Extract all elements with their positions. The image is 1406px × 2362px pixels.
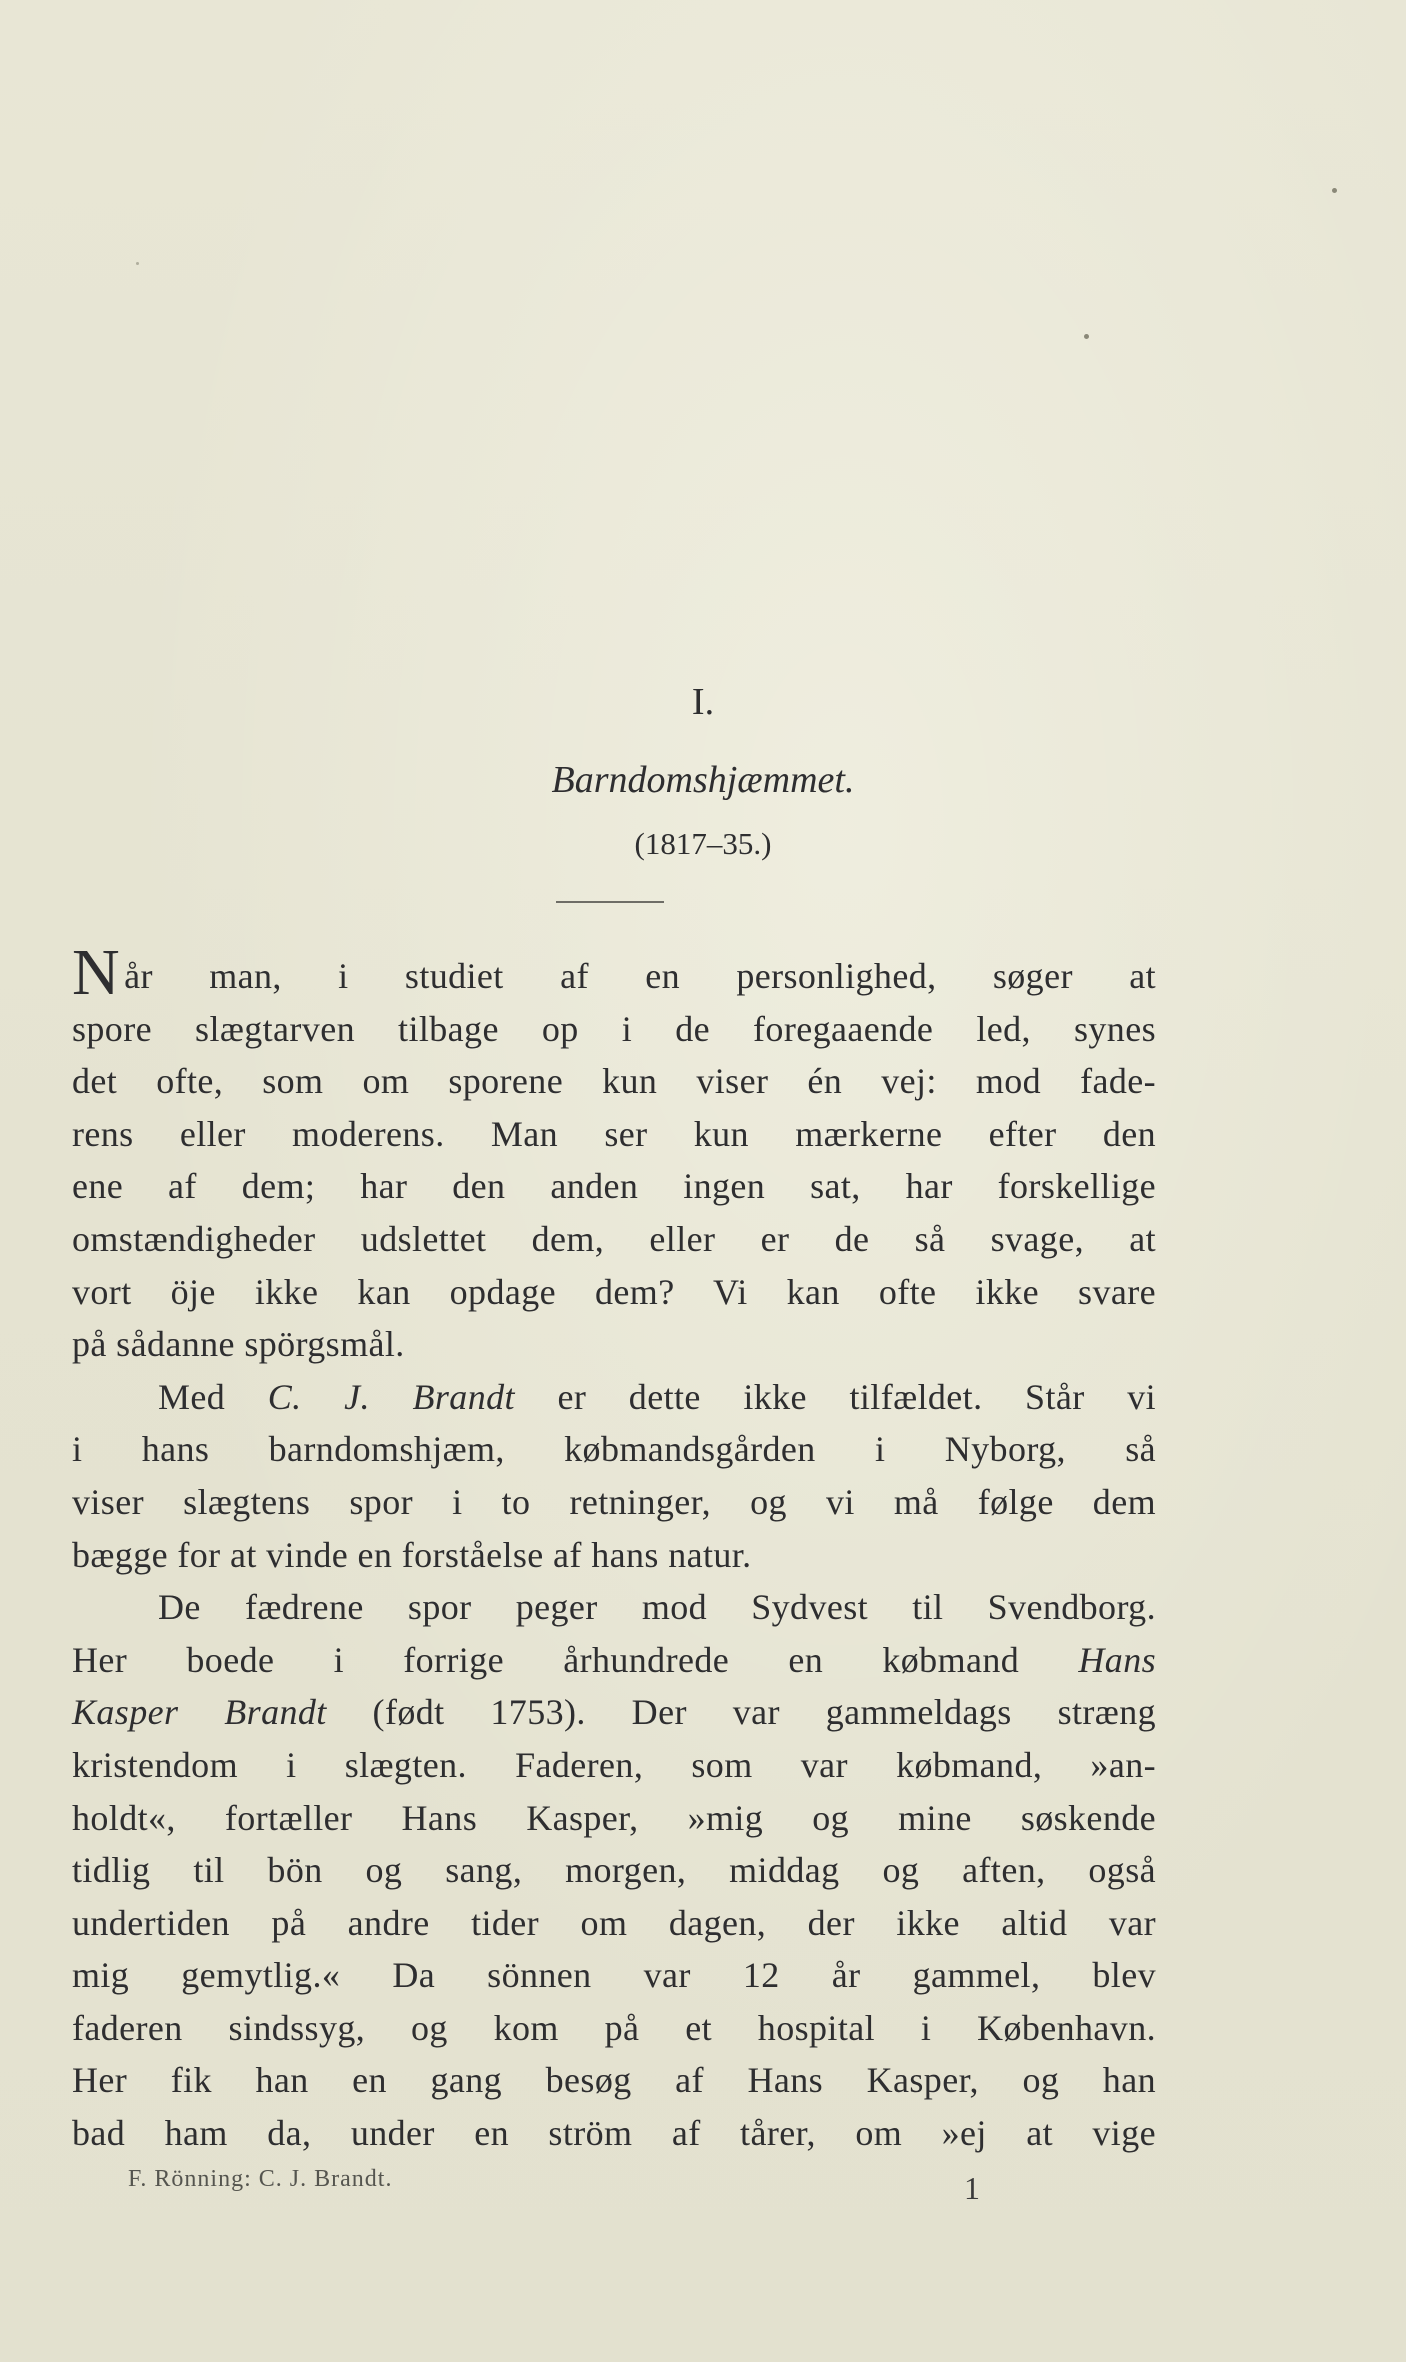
text-line: Med C. J. Brandt er dette ikke tilfældet. Står vi: [158, 1376, 1157, 1417]
text-line: på sådanne spörgsmål.: [72, 1324, 405, 1365]
text-line: det ofte, som om sporene kun viser én vej: mod fade-: [72, 1061, 1156, 1102]
text-line: bad ham da, under en ström af tårer, om »ej at vige: [72, 2113, 1156, 2154]
text-line: omstændigheder udslettet dem, eller er de så svage, at: [72, 1218, 1156, 1259]
text-line: i hans barndomshjæm, købmandsgården i Nyborg, så: [72, 1429, 1156, 1470]
text-line: spore slægtarven tilbage op i de foregaaende led, synes: [72, 1008, 1156, 1049]
drop-cap: N: [72, 936, 121, 1009]
text-line: undertiden på andre tider om dagen, der ikke altid var: [72, 1902, 1156, 1943]
chapter-title: Barndomshjæmmet.: [551, 759, 855, 801]
page-number: 1: [964, 2170, 980, 2206]
footer-signature: F. Rönning: C. J. Brandt.: [128, 2166, 393, 2192]
person-name: Hans: [1078, 1639, 1156, 1680]
text-line: rens eller moderens. Man ser kun mærkerne efter den: [72, 1113, 1156, 1154]
person-name: C. J. Brandt: [267, 1376, 515, 1417]
chapter-years: (1817–35.): [634, 826, 772, 861]
text-line: holdt«, fortæller Hans Kasper, »mig og mine søskende: [72, 1797, 1156, 1838]
text-line: viser slægtens spor i to retninger, og vi må følge dem: [72, 1481, 1156, 1522]
paper-speck: [136, 262, 139, 265]
text-line: mig gemytlig.« Da sönnen var 12 år gammel, blev: [72, 1955, 1156, 1996]
text-line: Når man, i studiet af en personlighed, søger at: [72, 936, 1156, 1009]
person-name: Kasper Brandt: [72, 1692, 327, 1733]
body-text: [72, 936, 1157, 2160]
section-divider: [556, 901, 664, 903]
text-line: Her boede i forrige århundrede en købmand Hans: [72, 1639, 1156, 1680]
text-line: tidlig til bön og sang, morgen, middag og aften, også: [72, 1850, 1156, 1891]
paper-speck: [1332, 188, 1337, 193]
text-line: ene af dem; har den anden ingen sat, har forskellige: [72, 1166, 1156, 1207]
paper-speck: [1084, 334, 1089, 339]
text-line: faderen sindssyg, og kom på et hospital i København.: [72, 2007, 1156, 2048]
text-line: Her fik han en gang besøg af Hans Kasper, og han: [72, 2060, 1156, 2101]
chapter-number: I.: [691, 681, 715, 723]
text-line: Kasper Brandt (født 1753). Der var gammeldags stræng: [72, 1692, 1156, 1733]
text-line: bægge for at vinde en forståelse af hans natur.: [72, 1534, 752, 1575]
text-line: vort öje ikke kan opdage dem? Vi kan ofte ikke svare: [72, 1271, 1156, 1312]
text-line: De fædrene spor peger mod Sydvest til Svendborg.: [158, 1587, 1156, 1628]
text-line: kristendom i slægten. Faderen, som var købmand, »an-: [72, 1744, 1156, 1785]
